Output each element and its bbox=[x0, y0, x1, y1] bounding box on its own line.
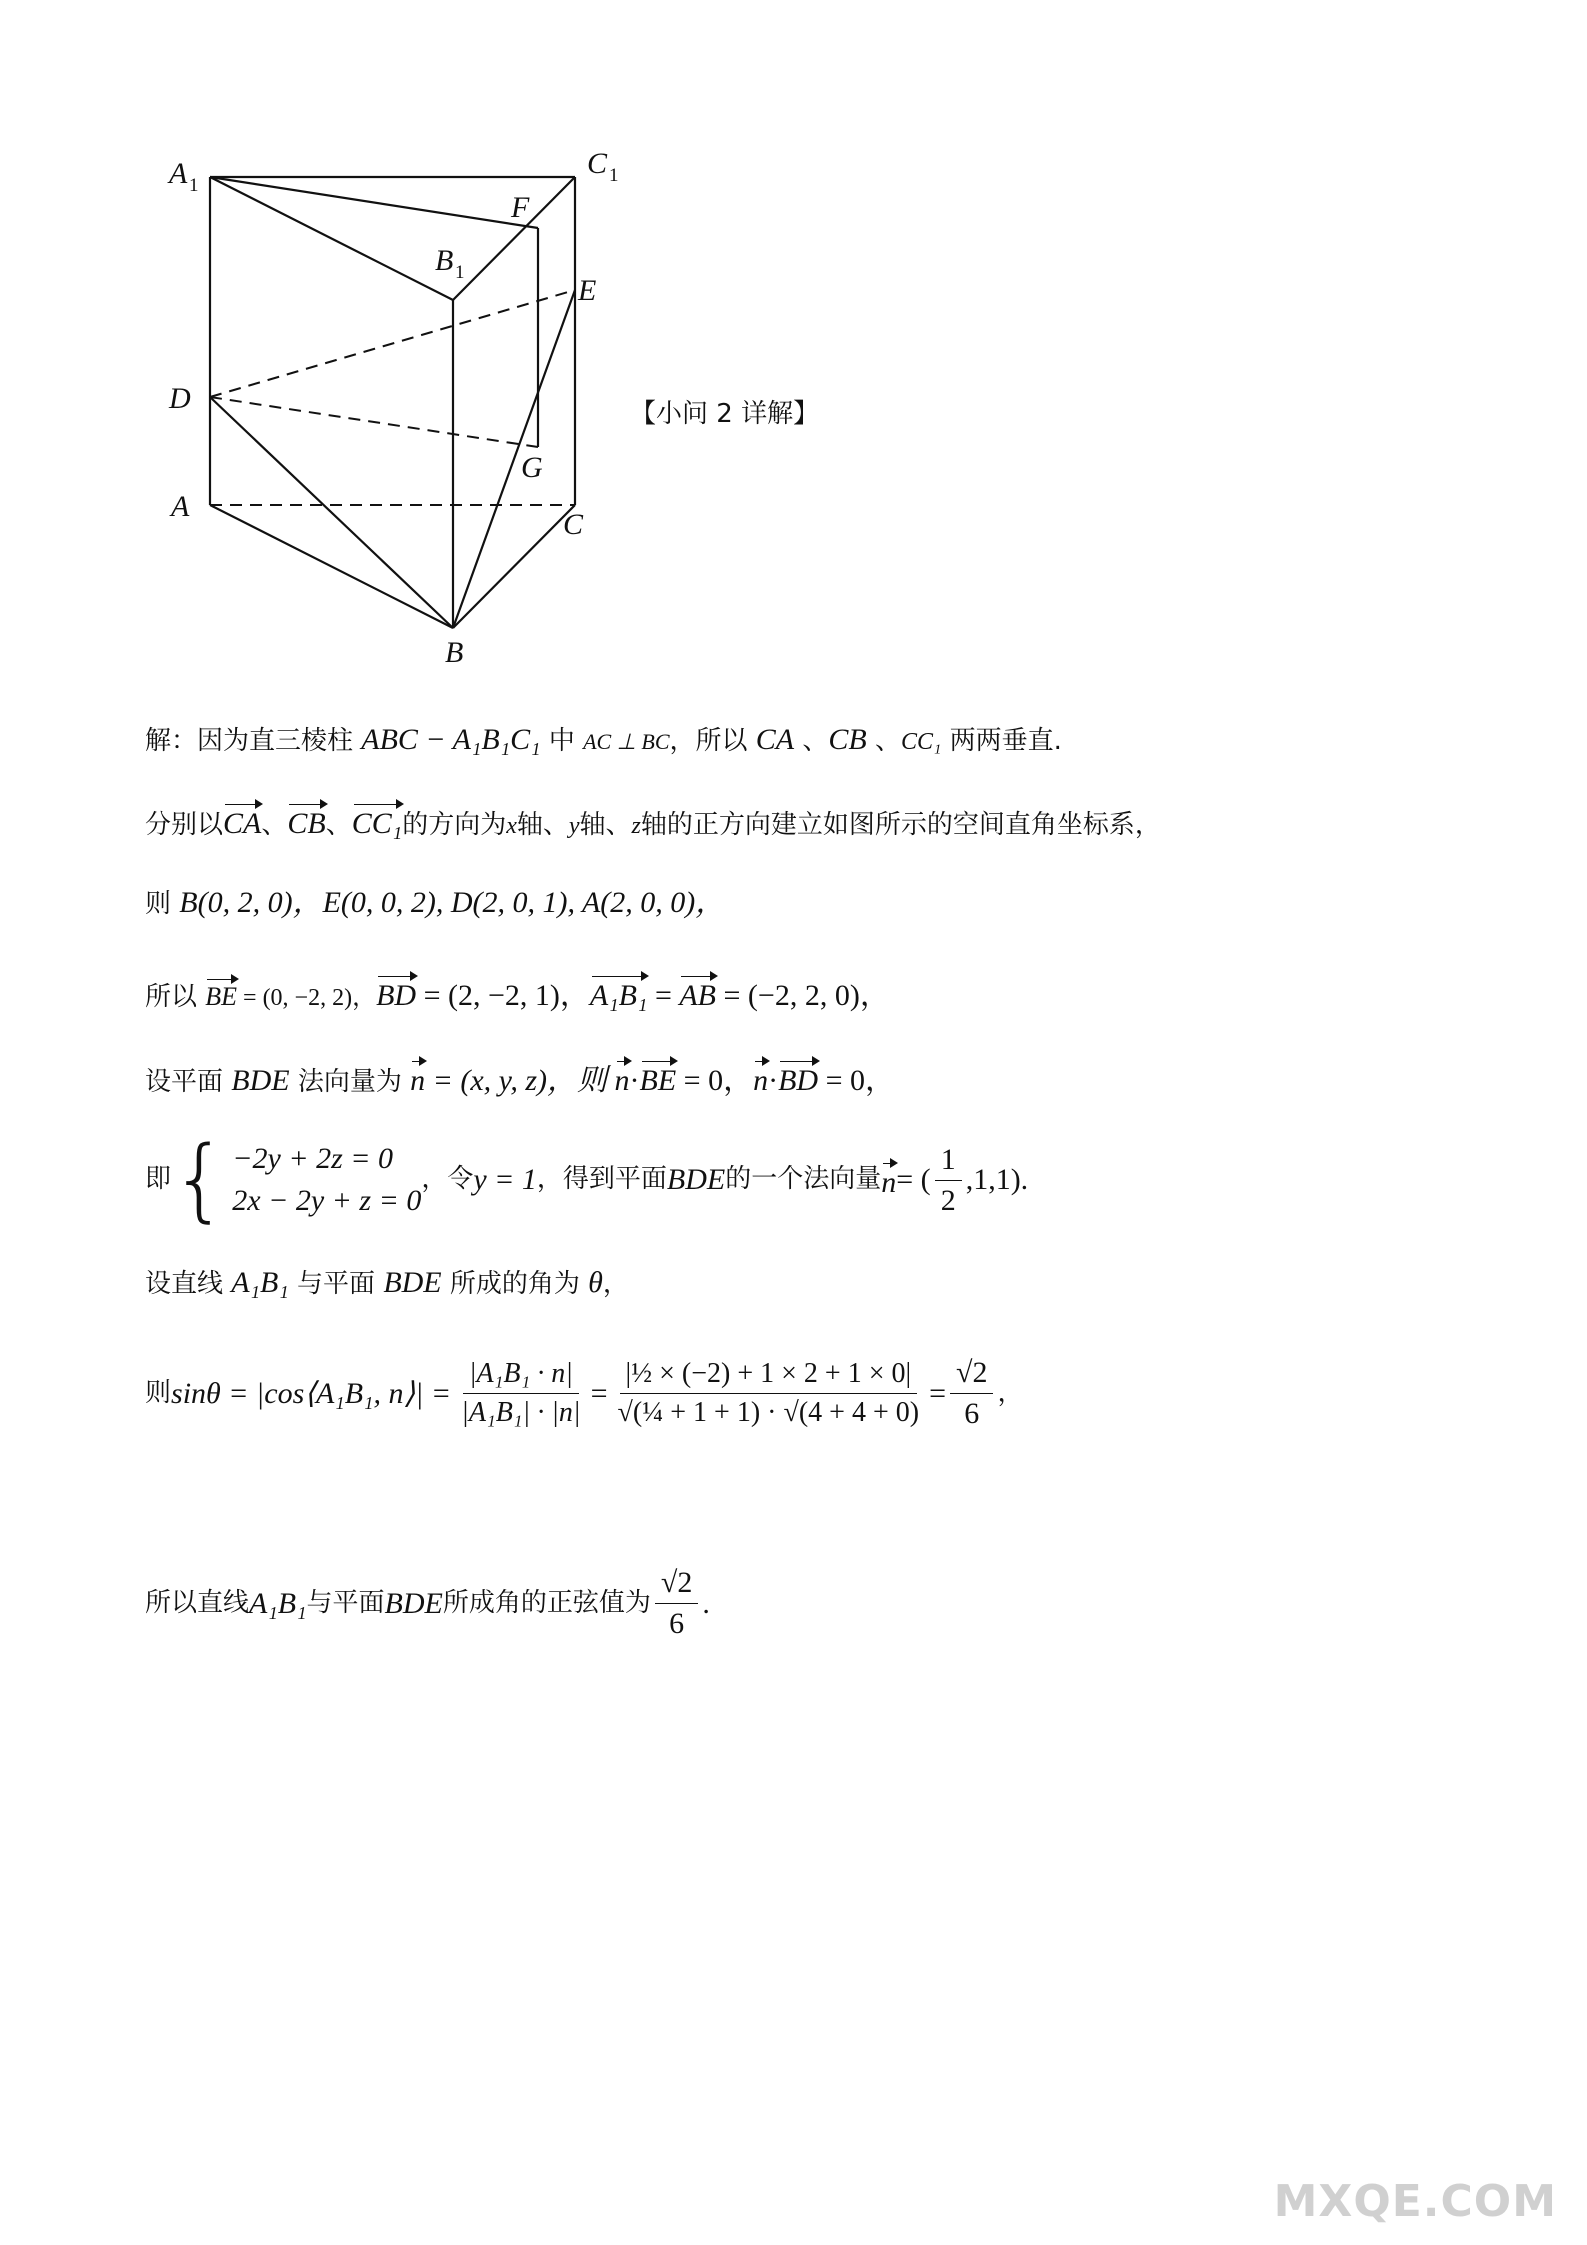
fraction-result bbox=[950, 1355, 993, 1432]
edge-eb bbox=[453, 290, 575, 628]
text: 、 bbox=[794, 726, 829, 756]
solution-line-1 bbox=[145, 722, 1062, 758]
math: BDE bbox=[231, 1064, 290, 1097]
text: 轴的正方向建立如图所示的空间直角坐标系， bbox=[640, 810, 1161, 840]
solution-line-6 bbox=[145, 1127, 1029, 1232]
text: 所成角的正弦值为 bbox=[442, 1587, 651, 1618]
denominator: 6 bbox=[964, 1397, 980, 1430]
solution-line-7 bbox=[145, 1265, 629, 1301]
text: 两两垂直. bbox=[941, 726, 1062, 756]
text: ， bbox=[602, 1269, 629, 1299]
numerator: |A₁B₁ · n| bbox=[463, 1357, 579, 1394]
text: 解：因为直三棱柱 bbox=[145, 726, 362, 756]
math: AC ⊥ BC bbox=[583, 729, 670, 754]
math: = (x, y, z)，则 bbox=[425, 1064, 615, 1097]
vector-a1b1: A₁B₁ bbox=[590, 972, 648, 1014]
label-f: F bbox=[511, 191, 530, 224]
denominator: √(¼ + 1 + 1) · √(4 + 4 + 0) bbox=[617, 1397, 920, 1428]
vector-bd: BD bbox=[376, 972, 416, 1014]
vector-ca: CA bbox=[223, 800, 261, 842]
numerator: 1 bbox=[935, 1142, 962, 1181]
edge-db bbox=[210, 397, 453, 628]
math: . bbox=[702, 1586, 710, 1620]
text: 、 bbox=[866, 726, 901, 756]
math: BDE bbox=[383, 1266, 442, 1299]
label-b1-sub: 1 bbox=[455, 262, 465, 283]
label-e: E bbox=[578, 274, 597, 307]
label-c1-sub: 1 bbox=[609, 165, 619, 186]
text: 所以 bbox=[145, 982, 206, 1012]
text: 与平面 bbox=[288, 1269, 384, 1299]
label-c1: C bbox=[587, 147, 608, 180]
edge-ab bbox=[210, 505, 453, 628]
denominator: |A₁B₁| · |n| bbox=[461, 1397, 581, 1428]
solution-line-5 bbox=[145, 1057, 895, 1099]
vector-n: n bbox=[615, 1057, 630, 1099]
vector-cc1: CC₁ bbox=[352, 800, 402, 842]
label-b: B bbox=[445, 636, 464, 669]
text: 与平面 bbox=[306, 1587, 385, 1618]
numerator: |½ × (−2) + 1 × 2 + 1 × 0| bbox=[620, 1357, 918, 1394]
vector-bd: BD bbox=[778, 1057, 818, 1099]
text: 、 bbox=[261, 810, 288, 840]
text: 的方向为 bbox=[402, 810, 507, 840]
math: θ bbox=[588, 1266, 603, 1299]
text: ，得到平面 bbox=[536, 1164, 667, 1195]
math: sinθ = |cos⟨A₁B₁, n⟩| = bbox=[171, 1376, 452, 1410]
math: y = 1 bbox=[473, 1163, 537, 1196]
math: B(0, 2, 0)，E(0, 0, 2), D(2, 0, 1), A(2, 0, 0)， bbox=[179, 886, 726, 919]
edge-dg-dashed bbox=[210, 397, 538, 447]
math: · bbox=[629, 1064, 640, 1097]
text: 轴、 bbox=[579, 810, 632, 840]
text: 法向量为 bbox=[289, 1067, 411, 1097]
math: y bbox=[568, 813, 580, 839]
vector-ab: AB bbox=[679, 972, 716, 1014]
fraction-answer bbox=[655, 1565, 698, 1642]
numerator: √2 bbox=[950, 1355, 993, 1394]
text: 即 bbox=[145, 1164, 172, 1195]
label-g: G bbox=[521, 451, 543, 484]
sub-question-heading: 【小问 2 详解】 bbox=[630, 399, 820, 429]
edge-cb bbox=[453, 505, 575, 628]
math: A₁B₁ bbox=[249, 1586, 307, 1620]
solution-line-8 bbox=[145, 1355, 1023, 1432]
math: A₁B₁ bbox=[231, 1266, 289, 1299]
label-a: A bbox=[171, 490, 190, 523]
label-a1: A bbox=[169, 157, 188, 190]
solution-line-2 bbox=[145, 800, 1161, 842]
math: = bbox=[929, 1376, 946, 1410]
label-d: D bbox=[169, 382, 191, 415]
solution-line-3 bbox=[145, 885, 725, 921]
label-c: C bbox=[563, 508, 584, 541]
prism-diagram bbox=[155, 140, 655, 670]
denominator: 6 bbox=[669, 1607, 685, 1640]
prism-figure bbox=[155, 140, 655, 670]
text: 则 bbox=[145, 889, 180, 919]
vector-cb: CB bbox=[287, 800, 325, 842]
text: ， bbox=[997, 1377, 1024, 1408]
text: 所成的角为 bbox=[441, 1269, 589, 1299]
equation-stack bbox=[232, 1141, 421, 1219]
text: 设平面 bbox=[145, 1067, 232, 1097]
text: ，令 bbox=[421, 1164, 474, 1195]
label-b1: B bbox=[435, 244, 454, 277]
math: ABC − A₁B₁C₁ bbox=[361, 723, 541, 756]
vector-n: n bbox=[753, 1057, 768, 1099]
math: CA bbox=[755, 723, 795, 756]
math: = 0， bbox=[676, 1064, 754, 1097]
math: = (2, −2, 1)， bbox=[416, 979, 590, 1012]
equation-1: −2y + 2z = 0 bbox=[232, 1142, 394, 1175]
text: 设直线 bbox=[145, 1269, 232, 1299]
text: 则 bbox=[145, 1377, 172, 1408]
numerator: √2 bbox=[655, 1565, 698, 1604]
text: 的一个法向量 bbox=[725, 1164, 882, 1195]
math: CC₁ bbox=[900, 729, 942, 755]
math: BDE bbox=[666, 1163, 726, 1196]
math: x bbox=[506, 813, 517, 839]
text: 、 bbox=[325, 810, 352, 840]
fraction-half bbox=[935, 1142, 962, 1219]
fraction-calc bbox=[612, 1357, 926, 1429]
math: BDE bbox=[384, 1586, 443, 1620]
equation-2: 2x − 2y + z = 0 bbox=[232, 1184, 422, 1217]
math: · bbox=[768, 1064, 779, 1097]
edge-de-dashed bbox=[210, 290, 575, 397]
fraction-cos bbox=[455, 1357, 586, 1429]
label-a1-sub: 1 bbox=[189, 175, 199, 196]
math: = (0, −2, 2)， bbox=[237, 985, 377, 1011]
math: = (−2, 2, 0)， bbox=[716, 979, 890, 1012]
brace-glyph: { bbox=[171, 1127, 229, 1232]
text: 所以直线 bbox=[145, 1587, 250, 1618]
math: = bbox=[590, 1376, 608, 1410]
math: = bbox=[647, 979, 680, 1012]
math: CB bbox=[828, 723, 867, 756]
vector-n: n bbox=[881, 1159, 896, 1201]
text: 中 bbox=[540, 726, 584, 756]
vector-n: n bbox=[410, 1057, 425, 1099]
watermark-logo: MXQE.COM bbox=[1273, 2176, 1557, 2227]
text: 轴、 bbox=[516, 810, 569, 840]
solution-line-9 bbox=[145, 1565, 710, 1642]
math: = 0， bbox=[818, 1064, 895, 1097]
equation-system bbox=[171, 1127, 422, 1232]
math: ,1,1). bbox=[965, 1163, 1029, 1196]
text: 分别以 bbox=[145, 810, 224, 840]
denominator: 2 bbox=[940, 1183, 956, 1217]
text: ，所以 bbox=[669, 726, 756, 756]
solution-line-4 bbox=[145, 972, 890, 1014]
math: = ( bbox=[896, 1163, 931, 1196]
vector-be: BE bbox=[205, 975, 237, 1012]
vector-be: BE bbox=[640, 1057, 677, 1099]
math: z bbox=[631, 813, 641, 839]
